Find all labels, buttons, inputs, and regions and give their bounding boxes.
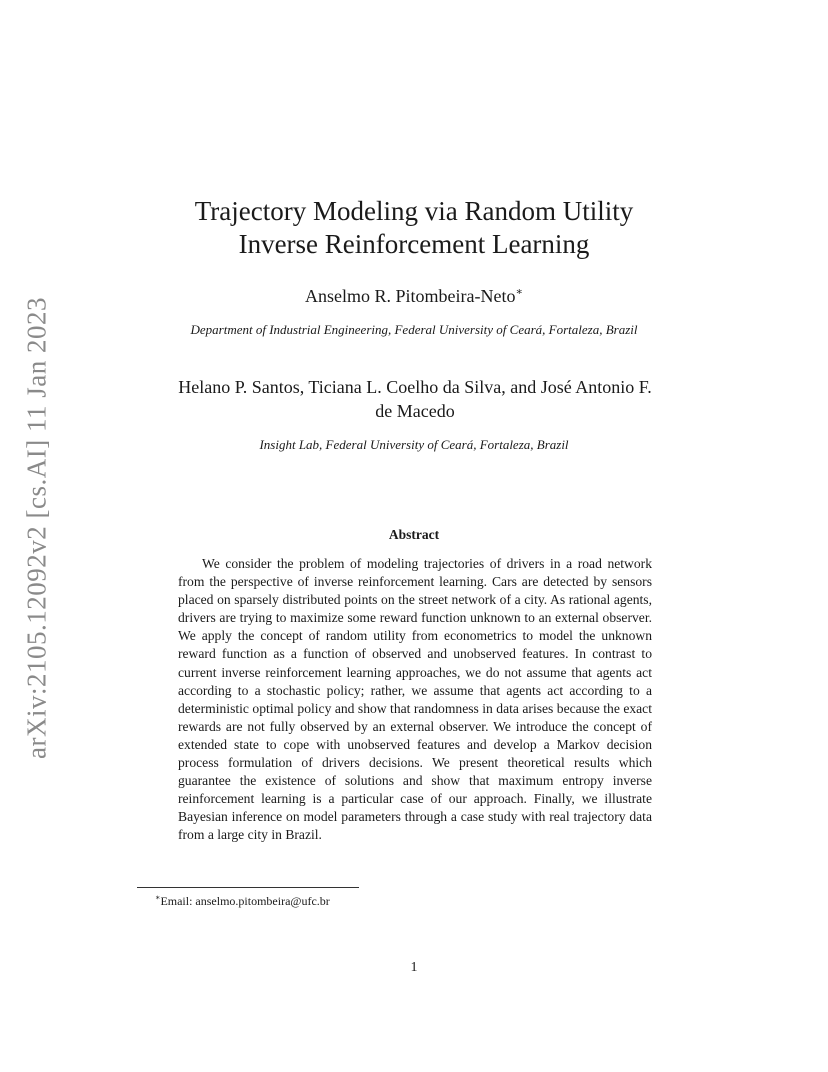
first-author <box>0 285 828 307</box>
footnote-email: Email: anselmo.pitombeira@ufc.br <box>160 894 330 908</box>
footnote-divider <box>137 887 359 888</box>
page-number: 1 <box>410 960 418 975</box>
coauthors-line-1: Helano P. Santos, Ticiana L. Coelho da Silva, and José Antonio F. <box>178 377 652 397</box>
footnote <box>155 893 330 909</box>
first-affiliation: Department of Industrial Engineering, Federal University of Ceará, Fortaleza, Brazil <box>190 322 638 337</box>
abstract-heading: Abstract <box>388 527 440 542</box>
title-line-1: Trajectory Modeling via Random Utility <box>194 196 634 226</box>
paper-title <box>0 195 828 261</box>
author-footnote-mark: ∗ <box>515 286 523 298</box>
first-author-name: Anselmo R. Pitombeira-Neto <box>305 286 516 306</box>
title-line-2: Inverse Reinforcement Learning <box>238 229 590 259</box>
abstract-body: We consider the problem of modeling trajectories of drivers in a road network from the perspective of inverse reinforcement learning. Cars are detected by sensors placed on sparsely distributed points on the street network of a city. As rational agents, drivers are trying to maximize some reward function unknown to an external observer. We apply the concept of random utility from econometrics to model the unknown reward function as a function of observed and unobserved features. In contrast to current inverse reinforcement learning approaches, we do not assume that agents act according to a stochastic policy; rather, we assume that agents act according to a deterministic optimal policy and show that randomness in data arises because the exact rewards are not fully observed by an external observer. We introduce the concept of extended state to cope with unobserved features and develop a Markov decision process formulation of drivers decisions. We present theoretical results which guarantee the existence of solutions and show that maximum entropy inverse reinforcement learning is a particular case of our approach. Finally, we illustrate Bayesian inference on model parameters through a case study with real trajectory data from a large city in Brazil. <box>178 556 652 843</box>
second-affiliation: Insight Lab, Federal University of Ceará, Fortaleza, Brazil <box>259 437 569 452</box>
footnote-mark: ∗ <box>155 893 161 902</box>
coauthors <box>130 375 700 423</box>
coauthors-line-2: de Macedo <box>375 401 455 421</box>
arxiv-identifier-stamp: arXiv:2105.12092v2 [cs.AI] 11 Jan 2023 <box>21 297 52 759</box>
